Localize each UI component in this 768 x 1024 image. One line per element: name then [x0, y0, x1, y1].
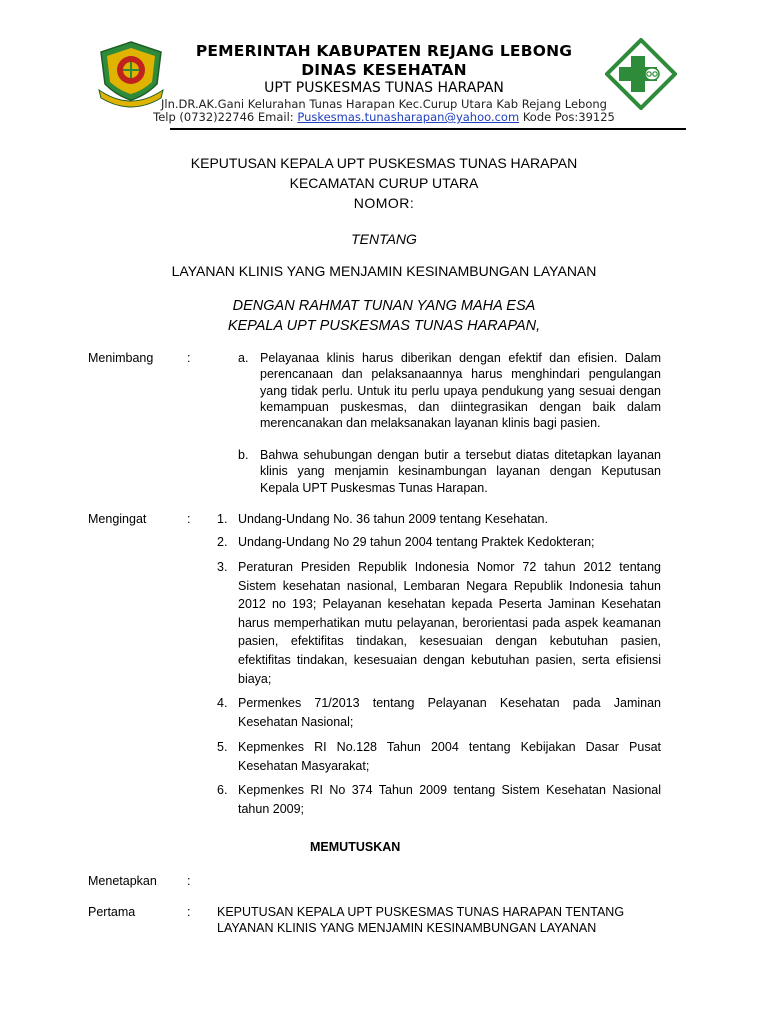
pertama-label: Pertama: [88, 905, 136, 919]
mengingat-marker: 2.: [217, 535, 228, 549]
letterhead-department: DINAS KESEHATAN: [301, 61, 467, 79]
tentang-heading: TENTANG: [351, 231, 417, 247]
menetapkan-label: Menetapkan: [88, 874, 157, 888]
mengingat-marker: 4.: [217, 696, 228, 710]
letterhead-address: Jln.DR.AK.Gani Kelurahan Tunas Harapan Kec.Curup Utara Kab Rejang Lebong: [161, 97, 607, 111]
mengingat-item: Kepmenkes RI No.128 Tahun 2004 tentang Kebijakan Dasar Pusat Kesehatan Masyarakat;: [238, 740, 661, 773]
pertama-text: KEPUTUSAN KEPALA UPT PUSKESMAS TUNAS HARAPAN TENTANG LAYANAN KLINIS YANG MENJAMIN KESINAMBUNGAN LAYANAN: [217, 905, 625, 936]
contact-phone: Telp (0732)22746 Email:: [153, 110, 298, 124]
decree-subject: LAYANAN KLINIS YANG MENJAMIN KESINAMBUNGAN LAYANAN: [171, 263, 597, 279]
puskesmas-logo-icon: [605, 38, 677, 110]
letterhead-government: PEMERINTAH KABUPATEN REJANG LEBONG: [195, 42, 573, 60]
mengingat-item: Kepmenkes RI No 374 Tahun 2009 tentang Sistem Kesehatan Nasional tahun 2009;: [238, 783, 661, 816]
decree-title-line2: KECAMATAN CURUP UTARA: [289, 175, 479, 191]
letterhead-unit: UPT PUSKESMAS TUNAS HARAPAN: [264, 80, 504, 96]
mengingat-marker: 6.: [217, 783, 228, 797]
mengingat-item: Undang-Undang No 29 tahun 2004 tentang Praktek Kedokteran;: [238, 535, 595, 549]
mengingat-colon: :: [187, 512, 191, 526]
rahmat-line1: DENGAN RAHMAT TUNAN YANG MAHA ESA: [232, 298, 536, 314]
decree-number: NOMOR:: [353, 195, 415, 211]
menimbang-label: Menimbang: [88, 351, 154, 365]
pertama-colon: :: [187, 905, 191, 919]
menimbang-marker: b.: [238, 448, 249, 462]
mengingat-marker: 5.: [217, 740, 228, 754]
menimbang-marker: a.: [238, 351, 249, 365]
mengingat-item: Permenkes 71/2013 tentang Pelayanan Kesehatan pada Jaminan Kesehatan Nasional;: [238, 696, 661, 729]
letterhead-divider: [170, 128, 686, 130]
mengingat-item: Undang-Undang No. 36 tahun 2009 tentang Kesehatan.: [238, 512, 548, 526]
mengingat-item: Peraturan Presiden Republik Indonesia Nomor 72 tahun 2012 tentang Sistem kesehatan nasional, Lembaran Negara Republik Indonesia tahun 2012 no 193; Pelayanan kesehatan kepada Peserta Jaminan Kesehatan harus memperhatikan mutu pelayanan, berorientasi pada aspek keamanan pasien, efektifitas tindakan, kesesuaian dengan kebutuhan pasien, efektifitas tindakan, kesesuaian dengan kebutuhan pasien, serta efisiensi biaya;: [238, 560, 661, 686]
memutuskan-heading: MEMUTUSKAN: [310, 840, 401, 854]
menimbang-item: Pelayanaa klinis harus diberikan dengan efektif dan efisien. Dalam perencanaan dan pelaksanaannya harus menghindari pengulangan yang tidak perlu. Untuk itu perlu upaya pendukung yang sesuai dengan kemampuan puskesmas, dan diintegrasikan dengan baik dalam merencanakan dan melaksanakan layanan klinis bagi pasien.: [260, 351, 661, 431]
mengingat-label: Mengingat: [88, 512, 147, 526]
letterhead-contact: [0, 110, 768, 124]
rahmat-line2: KEPALA UPT PUSKESMAS TUNAS HARAPAN,: [227, 318, 541, 334]
mengingat-marker: 1.: [217, 512, 228, 526]
contact-postal: Kode Pos:39125: [519, 110, 615, 124]
menimbang-item: Bahwa sehubungan dengan butir a tersebut diatas ditetapkan layanan klinis yang menjamin kesinambungan layanan dengan Keputusan Kepala UPT Puskesmas Tunas Harapan.: [260, 448, 661, 495]
decree-title-line1: KEPUTUSAN KEPALA UPT PUSKESMAS TUNAS HARAPAN: [190, 155, 578, 171]
mengingat-marker: 3.: [217, 560, 228, 574]
menimbang-colon: :: [187, 351, 191, 365]
contact-email-link[interactable]: Puskesmas.tunasharapan@yahoo.com: [297, 110, 520, 124]
menetapkan-colon: :: [187, 874, 191, 888]
